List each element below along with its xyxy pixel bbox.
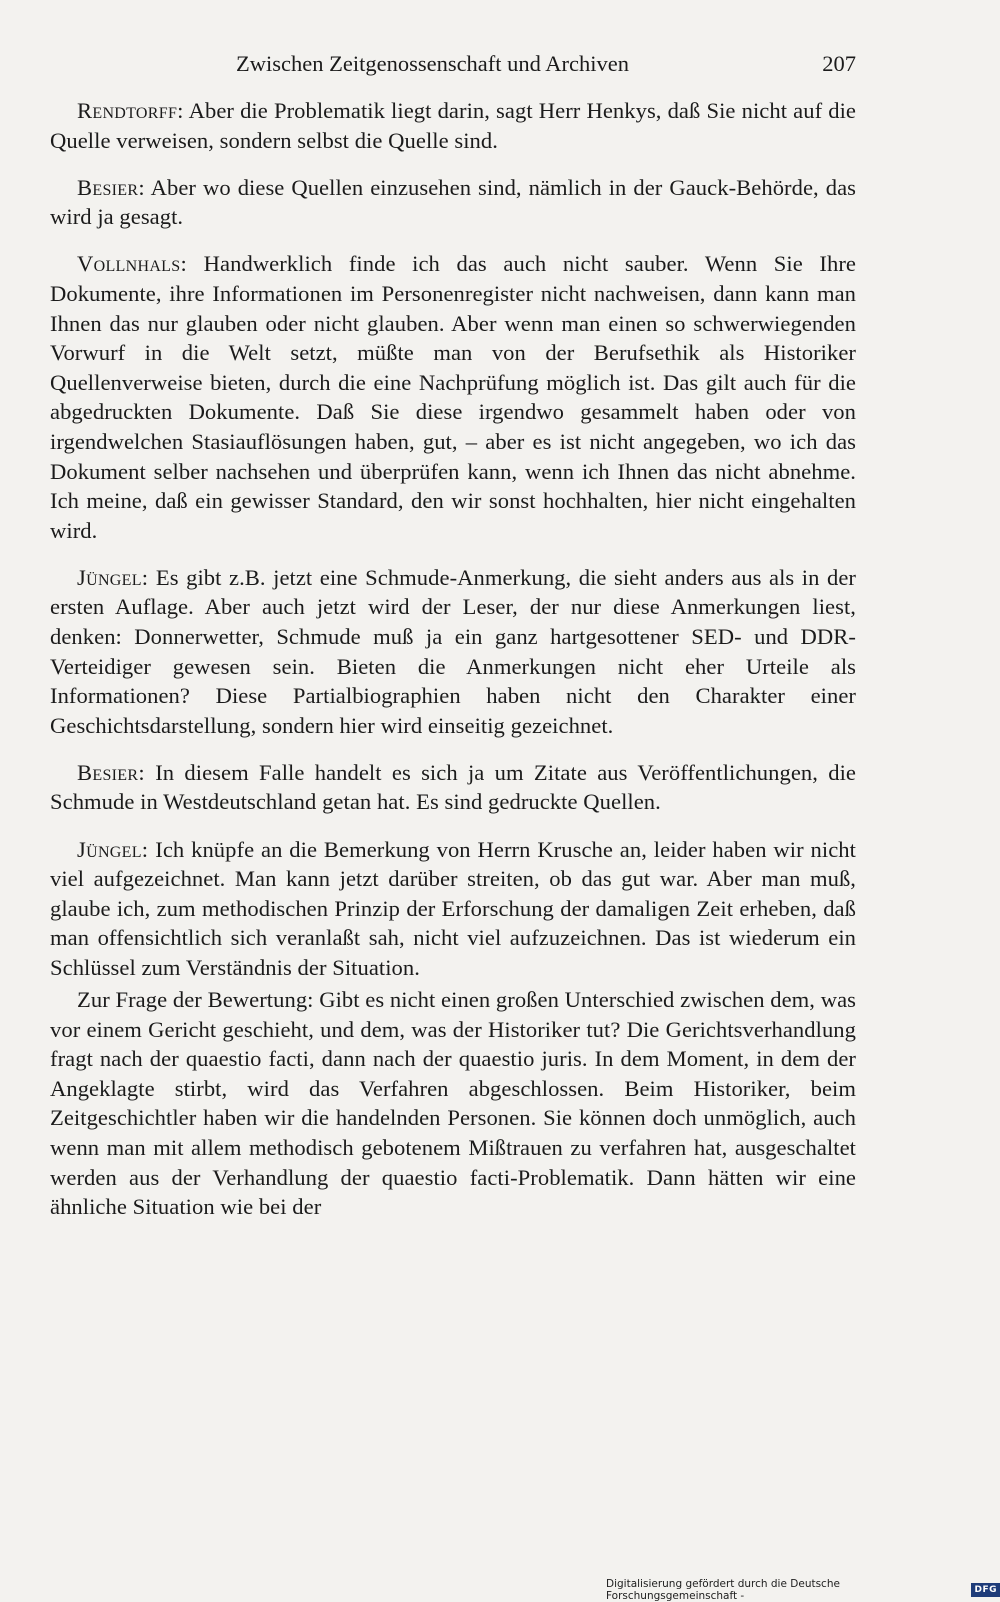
speaker-name: Besier: [77,759,145,785]
digitization-footer [606,1577,1000,1602]
page-number: 207 [822,51,856,76]
speaker-name: Jüngel: [77,564,149,590]
paragraph-text: Ich knüpfe an die Bemerkung von Herrn Krusche an, leider haben wir nicht viel aufgezeichnet. Man kann jetzt darüber streiten, ob das gut war. Aber man muß, glaube ich, zum methodischen Prinzip der Erforschung der damaligen Zeit erheben, daß man offensichtlich sich veranlaßt sah, nicht viel aufzuzeichnen. Das ist wiederum ein Schlüssel zum Verständnis der Situation. [50,836,856,980]
speaker-name: Rendtorff: [77,98,184,123]
speaker-name: Besier: [77,174,145,200]
speaker-name: Vollnhals: [77,251,188,277]
paragraph-juengel-2 [50,835,856,983]
running-title: Zwischen Zeitgenossenschaft und Archiven [236,51,630,76]
paragraph-text: Es gibt z.B. jetzt eine Schmude-Anmerkung, die sieht anders aus als in der ersten Auflage. Aber auch jetzt wird der Leser, der nur diese Anmerkungen liest, denken: Donnerwetter, Schmude muß ja ein ganz hartgesottener SED- und DDR-Verteidiger gewesen sein. Bieten die Anmerkungen nicht eher Urteile als Informationen? Diese Partialbiographien haben nicht den Charakter einer Geschichtsdarstellung, sondern hier wird einseitig gezeichnet. [50,564,856,738]
paragraph-text: In diesem Falle handelt es sich ja um Zitate aus Veröffentlichungen, die Schmude in Westdeutschland getan hat. Es sind gedruckte Quellen. [50,759,856,815]
running-header [50,48,856,80]
paragraph-juengel-continued [50,985,856,1222]
paragraph-besier-1 [50,173,856,232]
paragraph-text: Aber wo diese Quellen einzusehen sind, nämlich in der Gauck-Behörde, das wird ja gesagt. [50,174,856,230]
paragraph-rendtorff [50,96,856,155]
paragraph-besier-2 [50,758,856,817]
speaker-name: Jüngel: [77,836,149,862]
paragraph-text: Handwerklich finde ich das auch nicht sauber. Wenn Sie Ihre Dokumente, ihre Informationen im Personenregister nicht nachweisen, dann kann man Ihnen das nur glauben oder nicht glauben. Aber wenn man einen so schwerwiegenden Vorwurf in die Welt setzt, müßte man von der Berufsethik als Historiker Quellenverweise bieten, durch die eine Nachprüfung möglich ist. Das gilt auch für die abgedruckten Dokumente. Daß Sie diese irgendwo gesammelt haben oder von irgendwelchen Stasiauflösungen haben, gut, – aber es ist nicht angegeben, wo ich das Dokument selber nachsehen und überprüfen kann, wenn ich Ihnen das nicht abnehme. Ich meine, daß ein gewisser Standard, den wir sonst hochhalten, hier nicht eingehalten wird. [50,251,856,543]
paragraph-vollnhals [50,249,856,545]
paragraph-text: Zur Frage der Bewertung: Gibt es nicht einen großen Unterschied zwischen dem, was vor einem Gericht geschieht, und dem, was der Historiker tut? Die Gerichtsverhandlung fragt nach der quaestio facti, dann nach der quaestio juris. In dem Moment, in dem der Angeklagte stirbt, wird das Verfahren abgeschlossen. Beim Historiker, beim Zeitgeschichtler haben wir die handelnden Personen. Sie können doch unmöglich, auch wenn man mit allem methodisch gebotenem Mißtrauen zu verfahren hat, ausgeschaltet werden aus der Verhandlung der quaestio facti-Problematik. Dann hätten wir eine ähnliche Situation wie bei der [50,987,856,1220]
footer-text: Digitalisierung gefördert durch die Deutsche Forschungsgemeinschaft - [606,1577,840,1602]
paragraph-juengel-1 [50,563,856,741]
paragraph-text: Aber die Problematik liegt darin, sagt Herr Henkys, daß Sie nicht auf die Quelle verweisen, sondern selbst die Quelle sind. [50,98,856,153]
dfg-logo: DFG [971,1583,1000,1597]
page-body [50,96,856,1239]
